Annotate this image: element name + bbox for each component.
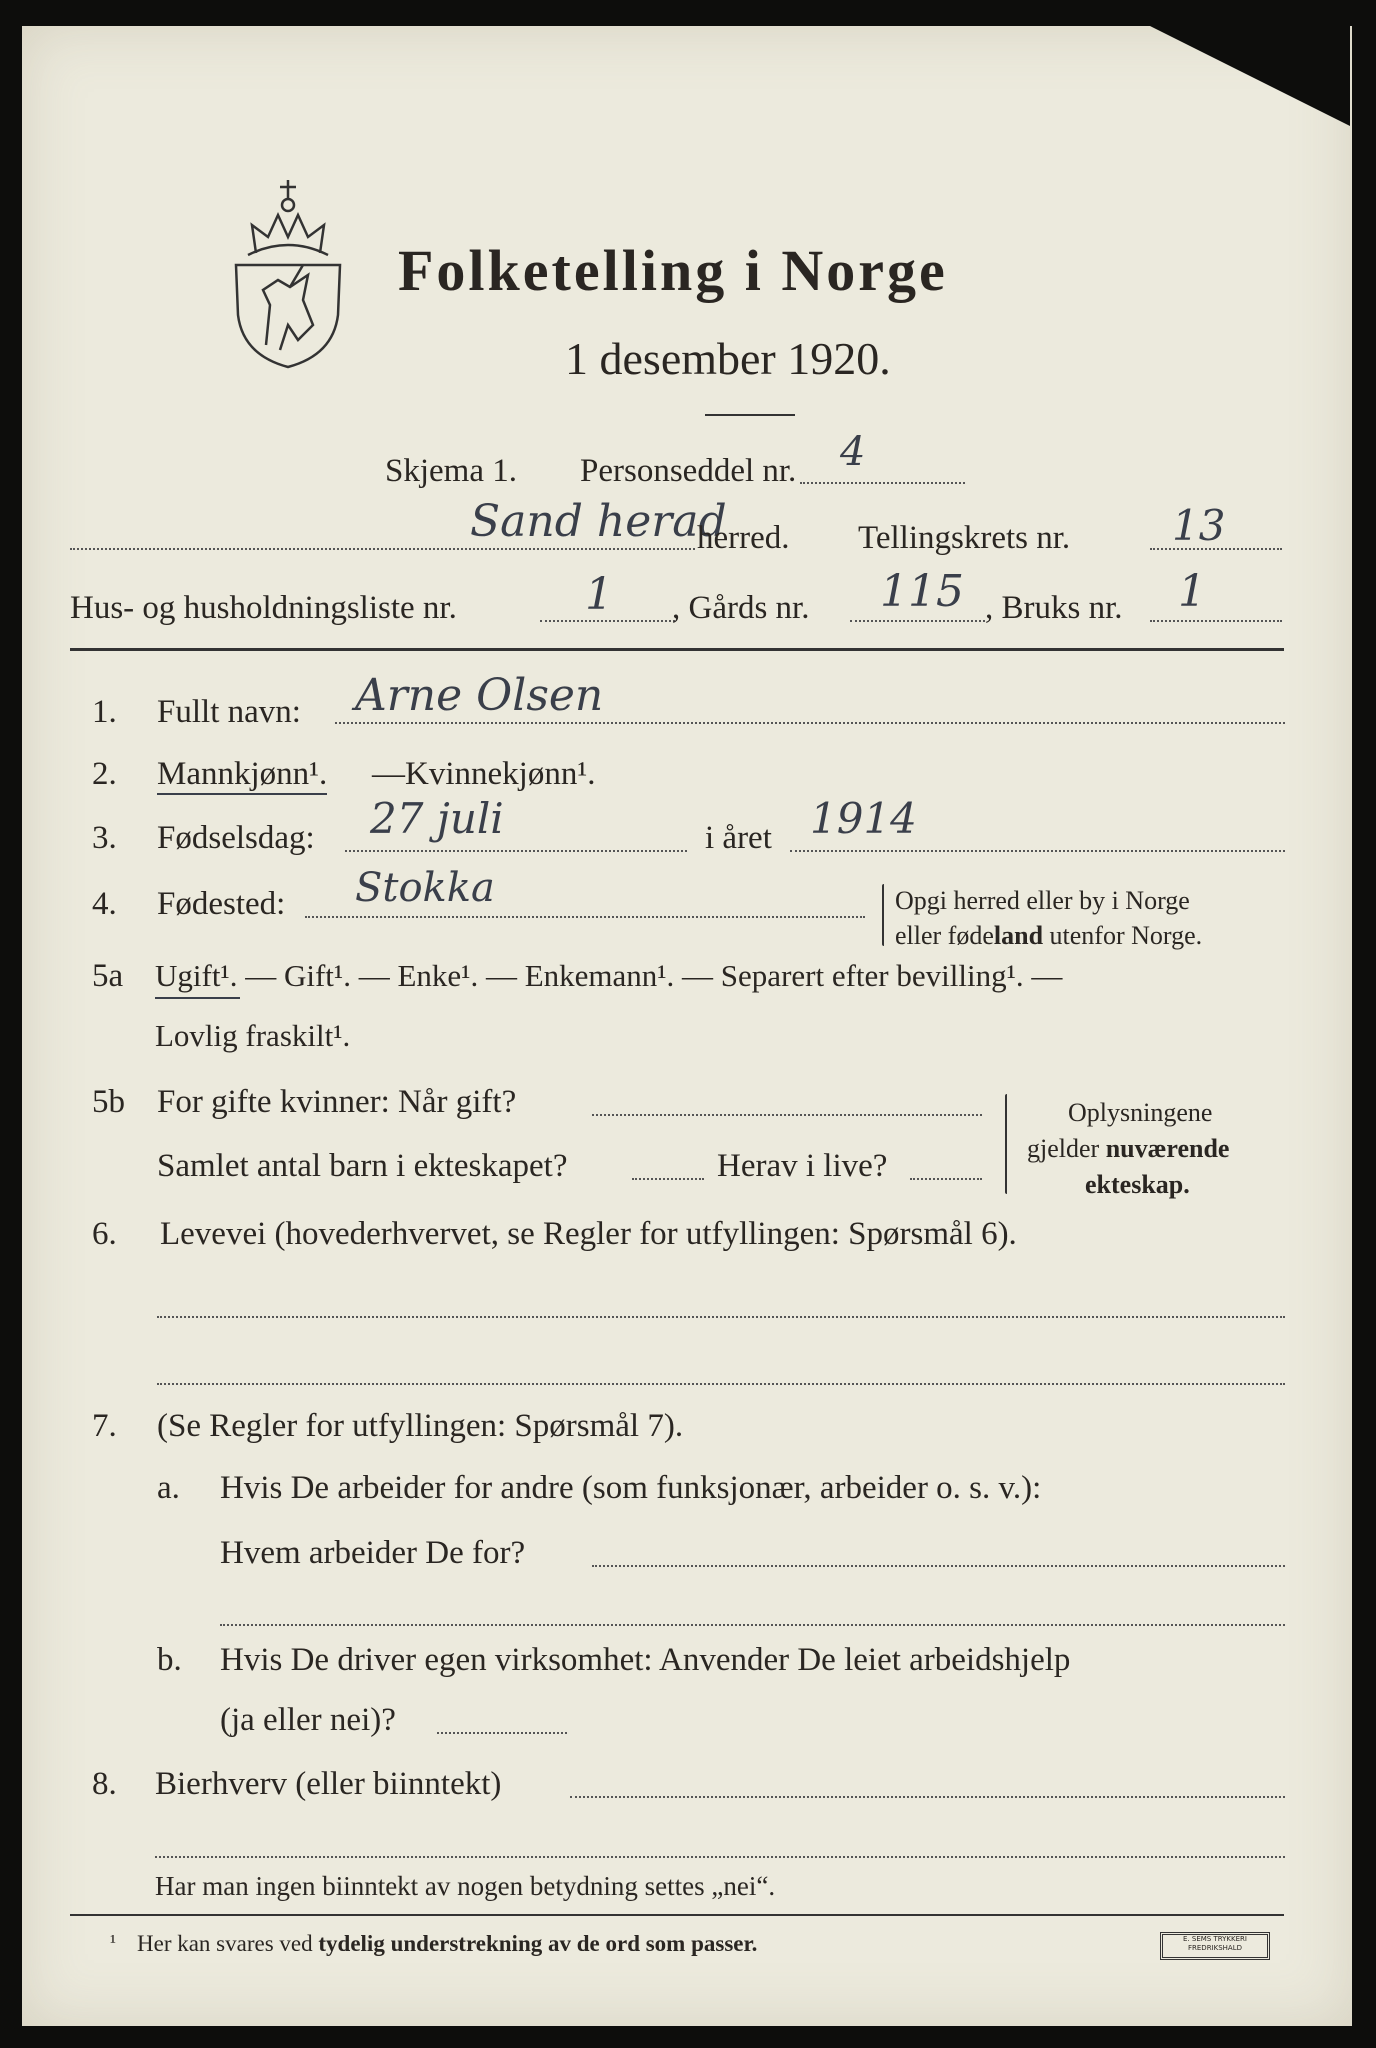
q7a-line1: Hvis De arbeider for andre (som funksjonær, arbeider o. s. v.):	[220, 1470, 1042, 1506]
q3-label: Fødselsdag:	[157, 820, 315, 856]
q7-number: 7.	[92, 1408, 117, 1444]
occupation-field-line1[interactable]	[157, 1316, 1285, 1318]
q2-separator: —	[372, 756, 405, 792]
q5b-note-bold: nuværende	[1105, 1134, 1230, 1163]
footnote-mark: ¹	[110, 1931, 116, 1953]
q4-note-bold: land	[993, 921, 1044, 950]
gards-label: , Gårds nr.	[672, 590, 810, 626]
bruks-field[interactable]: 1	[1178, 566, 1206, 617]
q8-note: Har man ingen biinntekt av nogen betydning settes „nei“.	[155, 1871, 776, 1901]
side-income-field-line1[interactable]	[570, 1796, 1285, 1798]
occupation-field-line2[interactable]	[157, 1383, 1285, 1385]
q2-number: 2.	[92, 756, 117, 792]
q7b-letter: b.	[157, 1642, 182, 1678]
gards-field-line	[850, 620, 985, 622]
header-divider	[70, 648, 1284, 651]
birthday-field-line	[345, 850, 687, 852]
year-field-line	[790, 850, 1285, 852]
q4-label: Fødested:	[157, 886, 286, 922]
bruks-field-line	[1150, 620, 1282, 622]
q8-label: Bierhverv (eller biinntekt)	[155, 1766, 502, 1802]
q4-note-line2	[895, 923, 1202, 949]
gards-field[interactable]: 115	[880, 566, 964, 617]
title-divider	[705, 414, 795, 416]
ugift-underline	[155, 997, 240, 999]
employer-field-line2[interactable]	[220, 1624, 1285, 1626]
q5b-brace	[1005, 1094, 1007, 1194]
male-option[interactable]: Mannkjønn¹.	[157, 758, 327, 795]
schema-label: Skjema 1.	[385, 453, 517, 489]
personseddel-label: Personseddel nr.	[580, 453, 797, 489]
q5b-note-part: gjelder	[1027, 1134, 1106, 1163]
personseddel-field[interactable]: 4	[840, 429, 866, 475]
q7b-line2: (ja eller nei)?	[220, 1702, 396, 1738]
q5b-line1: For gifte kvinner: Når gift?	[157, 1084, 517, 1120]
side-income-field-line2[interactable]	[155, 1856, 1285, 1858]
stamp-line1: E. SEMS TRYKKERI	[1183, 1935, 1247, 1943]
birth-year-field[interactable]: 1914	[810, 794, 917, 843]
q5b-number: 5b	[92, 1084, 125, 1120]
footnote-bold: tydelig understrekning av de ord som passer.	[318, 1931, 758, 1956]
marital-status-options[interactable]: Ugift¹. — Gift¹. — Enke¹. — Enkemann¹. — Separert efter bevilling¹. —	[155, 958, 1063, 993]
q8-number: 8.	[92, 1766, 117, 1802]
q3-number: 3.	[92, 820, 117, 856]
q4-brace	[882, 884, 884, 946]
q7a-line2: Hvem arbeider De for?	[220, 1535, 526, 1571]
birthplace-field-line	[305, 916, 865, 918]
hired-help-field[interactable]	[437, 1732, 567, 1734]
q5b-note-line1: Oplysningene	[1068, 1098, 1213, 1127]
q1-field-line	[335, 722, 1285, 724]
hus-label: Hus- og husholdningsliste nr.	[70, 590, 457, 626]
coat-of-arms-icon	[228, 175, 348, 370]
hus-field-line	[540, 620, 675, 622]
q4-number: 4.	[92, 886, 117, 922]
q7a-letter: a.	[157, 1470, 180, 1506]
herred-label: herred.	[697, 520, 790, 556]
q5b-alive-label: Herav i live?	[717, 1148, 888, 1184]
census-date: 1 desember 1920.	[565, 333, 891, 384]
female-option[interactable]: Kvinnekjønn¹.	[405, 756, 596, 792]
printer-stamp	[1160, 1932, 1270, 1960]
q1-label: Fullt navn:	[157, 694, 301, 730]
marital-status-divorced[interactable]: Lovlig fraskilt¹.	[155, 1018, 351, 1053]
tellingskrets-label: Tellingskrets nr.	[858, 520, 1071, 556]
employer-field-line1[interactable]	[592, 1565, 1285, 1567]
footnote-divider	[70, 1914, 1284, 1916]
q4-note-part: eller føde	[895, 921, 994, 950]
q1-number: 1.	[92, 694, 117, 730]
full-name-field[interactable]: Arne Olsen	[355, 670, 604, 721]
q7b-line1: Hvis De driver egen virksomhet: Anvender De leiet arbeidshjelp	[220, 1642, 1071, 1678]
footnote-part: Her kan svares ved	[137, 1931, 319, 1956]
q6-number: 6.	[92, 1216, 117, 1252]
herred-field[interactable]: Sand herad	[470, 496, 727, 547]
children-alive-field[interactable]	[910, 1178, 982, 1180]
q6-label: Levevei (hovederhvervet, se Regler for utfyllingen: Spørsmål 6).	[160, 1216, 1017, 1252]
personseddel-field-line	[800, 482, 965, 484]
q5b-children-label: Samlet antal barn i ekteskapet?	[157, 1148, 568, 1184]
stamp-line2: FREDRIKSHALD	[1187, 1944, 1242, 1952]
q4-note-line1: Opgi herred eller by i Norge	[895, 886, 1190, 915]
hus-field[interactable]: 1	[585, 569, 613, 620]
herred-field-line	[70, 548, 695, 550]
q4-note-part: utenfor Norge.	[1043, 921, 1203, 950]
footnote-text	[137, 1932, 757, 1955]
q7-label: (Se Regler for utfyllingen: Spørsmål 7).	[157, 1408, 684, 1444]
birthplace-field[interactable]: Stokka	[355, 865, 495, 911]
year-label: i året	[705, 820, 772, 856]
folded-corner	[1150, 26, 1350, 126]
q5b-note-line2	[1027, 1136, 1229, 1162]
married-date-field[interactable]	[592, 1114, 982, 1116]
tellingskrets-field[interactable]: 13	[1172, 501, 1226, 550]
bruks-label: , Bruks nr.	[985, 590, 1123, 626]
birthday-field[interactable]: 27 juli	[370, 794, 504, 843]
form-title: Folketelling i Norge	[398, 238, 948, 303]
children-count-field[interactable]	[632, 1178, 704, 1180]
q5a-number: 5a	[92, 958, 124, 994]
q5b-note-line3: ekteskap.	[1085, 1170, 1190, 1199]
